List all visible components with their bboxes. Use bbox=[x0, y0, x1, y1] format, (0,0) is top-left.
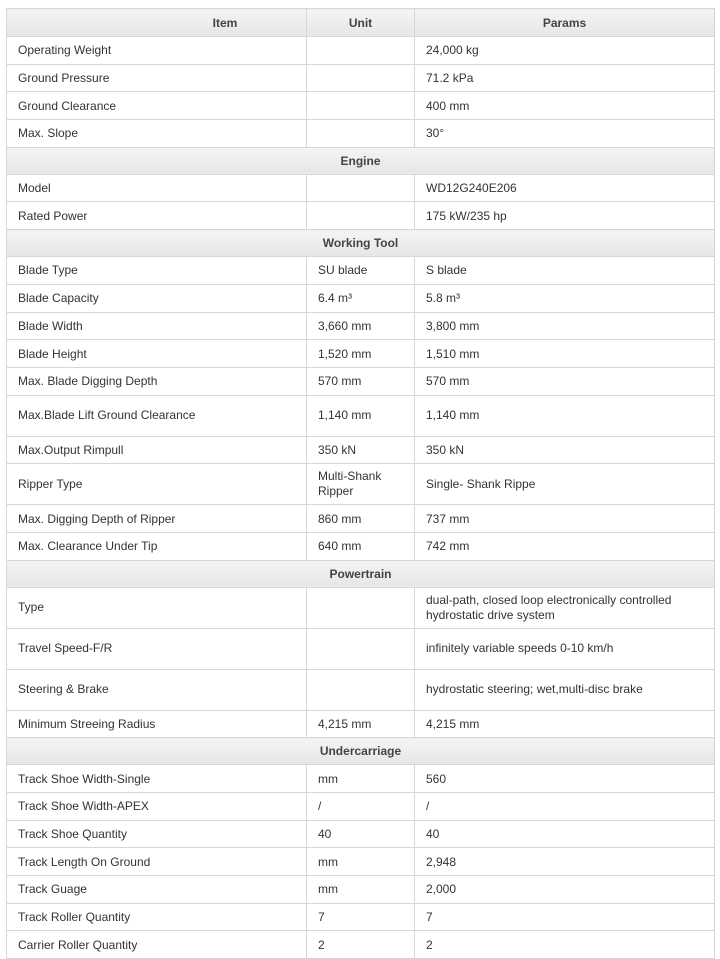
cell-params: 737 mm bbox=[415, 505, 715, 533]
cell-unit: 3,660 mm bbox=[307, 312, 415, 340]
cell-unit: 6.4 m³ bbox=[307, 284, 415, 312]
cell-params: hydrostatic steering; wet,multi-disc brake bbox=[415, 669, 715, 710]
cell-unit: / bbox=[307, 793, 415, 821]
table-row bbox=[7, 120, 715, 148]
table-row bbox=[7, 37, 715, 65]
cell-item: Rated Power bbox=[7, 202, 307, 230]
cell-unit bbox=[307, 587, 415, 628]
cell-unit: 7 bbox=[307, 903, 415, 931]
cell-params: 2,000 bbox=[415, 876, 715, 904]
table-row bbox=[7, 903, 715, 931]
table-row bbox=[7, 464, 715, 505]
table-row bbox=[7, 848, 715, 876]
header-item: Item bbox=[7, 9, 307, 37]
cell-item: Ripper Type bbox=[7, 464, 307, 505]
cell-params: 570 mm bbox=[415, 367, 715, 395]
table-row bbox=[7, 793, 715, 821]
cell-unit bbox=[307, 202, 415, 230]
cell-unit bbox=[307, 120, 415, 148]
cell-unit: 2 bbox=[307, 931, 415, 959]
cell-params: 4,215 mm bbox=[415, 710, 715, 738]
cell-params: S blade bbox=[415, 257, 715, 285]
table-row bbox=[7, 931, 715, 959]
table-row bbox=[7, 669, 715, 710]
cell-unit: 1,140 mm bbox=[307, 395, 415, 436]
cell-unit bbox=[307, 669, 415, 710]
cell-item: Track Length On Ground bbox=[7, 848, 307, 876]
table-row bbox=[7, 367, 715, 395]
cell-params: 1,140 mm bbox=[415, 395, 715, 436]
header-unit: Unit bbox=[307, 9, 415, 37]
cell-params: 71.2 kPa bbox=[415, 64, 715, 92]
cell-item: Carrier Roller Quantity bbox=[7, 931, 307, 959]
cell-params: 175 kW/235 hp bbox=[415, 202, 715, 230]
cell-unit: 640 mm bbox=[307, 532, 415, 560]
table-row bbox=[7, 532, 715, 560]
table-row bbox=[7, 395, 715, 436]
cell-params: Single- Shank Rippe bbox=[415, 464, 715, 505]
table-row bbox=[7, 174, 715, 202]
cell-unit: 1,520 mm bbox=[307, 340, 415, 368]
cell-params: / bbox=[415, 793, 715, 821]
cell-unit: 40 bbox=[307, 820, 415, 848]
cell-params: 2 bbox=[415, 931, 715, 959]
cell-item: Blade Width bbox=[7, 312, 307, 340]
cell-item: Max. Clearance Under Tip bbox=[7, 532, 307, 560]
section-title: Working Tool bbox=[7, 230, 715, 257]
table-row bbox=[7, 257, 715, 285]
section-title: Engine bbox=[7, 147, 715, 174]
cell-unit: mm bbox=[307, 848, 415, 876]
cell-item: Track Guage bbox=[7, 876, 307, 904]
table-row bbox=[7, 628, 715, 669]
cell-item: Blade Type bbox=[7, 257, 307, 285]
section-title: Undercarriage bbox=[7, 738, 715, 765]
table-row bbox=[7, 820, 715, 848]
spec-table-body bbox=[7, 9, 715, 959]
table-header-row bbox=[7, 9, 715, 37]
table-row bbox=[7, 202, 715, 230]
cell-item: Max. Slope bbox=[7, 120, 307, 148]
table-row bbox=[7, 587, 715, 628]
cell-params: 30° bbox=[415, 120, 715, 148]
cell-item: Max. Digging Depth of Ripper bbox=[7, 505, 307, 533]
cell-item: Minimum Streeing Radius bbox=[7, 710, 307, 738]
section-header-row bbox=[7, 738, 715, 765]
section-title: Powertrain bbox=[7, 560, 715, 587]
cell-item: Track Shoe Quantity bbox=[7, 820, 307, 848]
table-row bbox=[7, 340, 715, 368]
cell-params: 560 bbox=[415, 765, 715, 793]
cell-unit: mm bbox=[307, 765, 415, 793]
cell-item: Steering & Brake bbox=[7, 669, 307, 710]
table-row bbox=[7, 92, 715, 120]
cell-unit: mm bbox=[307, 876, 415, 904]
cell-params: 3,800 mm bbox=[415, 312, 715, 340]
cell-params: 2,948 bbox=[415, 848, 715, 876]
cell-unit: 860 mm bbox=[307, 505, 415, 533]
cell-unit bbox=[307, 37, 415, 65]
table-row bbox=[7, 436, 715, 464]
cell-item: Ground Pressure bbox=[7, 64, 307, 92]
cell-item: Travel Speed-F/R bbox=[7, 628, 307, 669]
cell-params: WD12G240E206 bbox=[415, 174, 715, 202]
cell-params: 400 mm bbox=[415, 92, 715, 120]
spec-table bbox=[6, 8, 715, 959]
cell-params: 24,000 kg bbox=[415, 37, 715, 65]
cell-item: Blade Capacity bbox=[7, 284, 307, 312]
cell-params: 7 bbox=[415, 903, 715, 931]
cell-unit: 570 mm bbox=[307, 367, 415, 395]
cell-unit: 350 kN bbox=[307, 436, 415, 464]
cell-item: Max. Blade Digging Depth bbox=[7, 367, 307, 395]
cell-unit bbox=[307, 64, 415, 92]
cell-unit bbox=[307, 92, 415, 120]
cell-unit: SU blade bbox=[307, 257, 415, 285]
cell-unit bbox=[307, 174, 415, 202]
table-row bbox=[7, 64, 715, 92]
table-row bbox=[7, 710, 715, 738]
cell-unit bbox=[307, 628, 415, 669]
cell-item: Blade Height bbox=[7, 340, 307, 368]
cell-params: 40 bbox=[415, 820, 715, 848]
cell-params: 350 kN bbox=[415, 436, 715, 464]
header-params: Params bbox=[415, 9, 715, 37]
table-row bbox=[7, 765, 715, 793]
cell-item: Max.Output Rimpull bbox=[7, 436, 307, 464]
cell-item: Track Shoe Width-Single bbox=[7, 765, 307, 793]
cell-item: Ground Clearance bbox=[7, 92, 307, 120]
section-header-row bbox=[7, 230, 715, 257]
cell-item: Model bbox=[7, 174, 307, 202]
cell-item: Max.Blade Lift Ground Clearance bbox=[7, 395, 307, 436]
cell-params: 5.8 m³ bbox=[415, 284, 715, 312]
cell-unit: Multi-Shank Ripper bbox=[307, 464, 415, 505]
table-row bbox=[7, 284, 715, 312]
cell-unit: 4,215 mm bbox=[307, 710, 415, 738]
table-row bbox=[7, 505, 715, 533]
cell-item: Operating Weight bbox=[7, 37, 307, 65]
cell-params: infinitely variable speeds 0-10 km/h bbox=[415, 628, 715, 669]
cell-item: Type bbox=[7, 587, 307, 628]
cell-params: dual-path, closed loop electronically controlled hydrostatic drive system bbox=[415, 587, 715, 628]
table-row bbox=[7, 876, 715, 904]
cell-item: Track Shoe Width-APEX bbox=[7, 793, 307, 821]
section-header-row bbox=[7, 147, 715, 174]
cell-item: Track Roller Quantity bbox=[7, 903, 307, 931]
table-row bbox=[7, 312, 715, 340]
cell-params: 1,510 mm bbox=[415, 340, 715, 368]
cell-params: 742 mm bbox=[415, 532, 715, 560]
section-header-row bbox=[7, 560, 715, 587]
